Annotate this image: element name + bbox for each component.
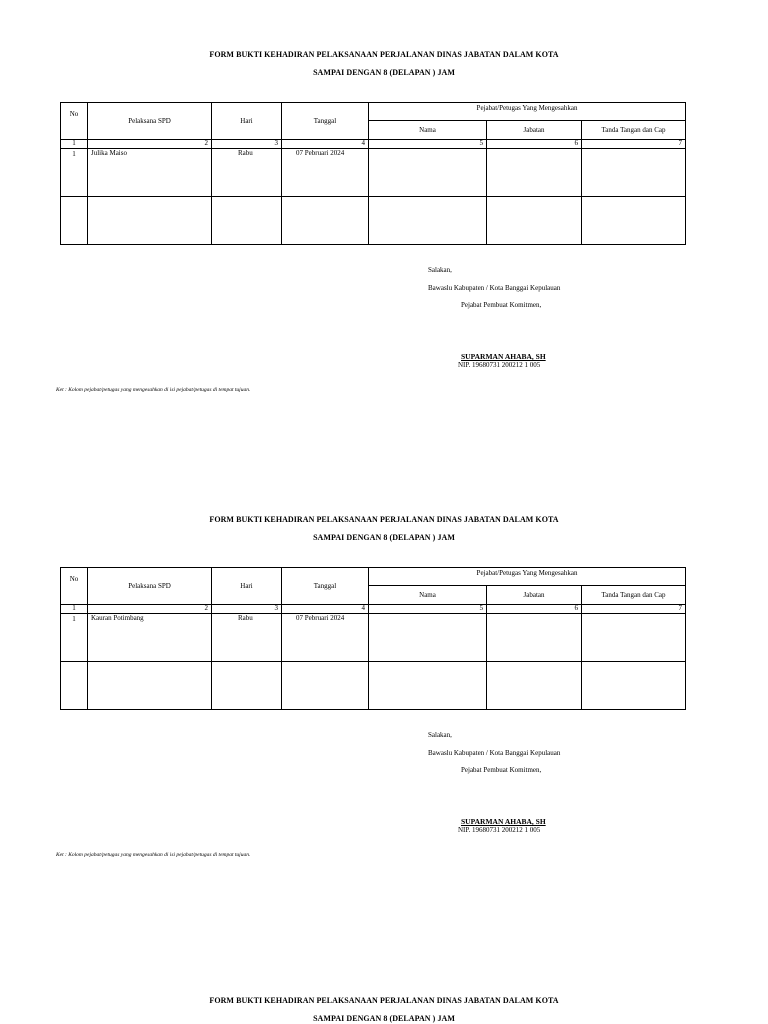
- column-number: 5: [369, 605, 487, 614]
- cell-hari: Rabu: [212, 614, 282, 662]
- cell-no: [61, 662, 88, 710]
- header-pejabat-group: Pejabat/Petugas Yang Mengesahkan: [369, 568, 686, 586]
- header-pelaksana: Pelaksana SPD: [88, 103, 212, 140]
- form-subtitle: SAMPAI DENGAN 8 (DELAPAN ) JAM: [313, 1014, 455, 1023]
- signature-place: Salakan,: [428, 266, 452, 274]
- column-number-row: [61, 140, 686, 149]
- column-number: 5: [369, 140, 487, 149]
- cell-pelaksana: Kauran Potimbang: [88, 614, 212, 662]
- cell-pelaksana: [88, 662, 212, 710]
- table-row: [61, 662, 686, 710]
- cell-jabatan: [487, 149, 582, 197]
- column-number: 2: [88, 140, 212, 149]
- signature-organization: Bawaslu Kabupaten / Kota Banggai Kepulauan: [428, 749, 561, 757]
- header-ttd: Tanda Tangan dan Cap: [582, 586, 686, 605]
- table-header-row: [61, 568, 686, 586]
- signature-role: Pejabat Pembuat Komitmen,: [461, 766, 542, 774]
- cell-ttd: [582, 149, 686, 197]
- header-hari: Hari: [212, 568, 282, 605]
- form-subtitle: SAMPAI DENGAN 8 (DELAPAN ) JAM: [313, 533, 455, 542]
- signatory-nip: NIP. 19680731 200212 1 005: [458, 826, 541, 834]
- table-header-row: [61, 103, 686, 121]
- attendance-table: [60, 102, 686, 245]
- cell-pelaksana: Julika Maiso: [88, 149, 212, 197]
- attendance-form-1: [0, 0, 768, 460]
- signature-organization: Bawaslu Kabupaten / Kota Banggai Kepulauan: [428, 284, 561, 292]
- header-tanggal: Tanggal: [282, 568, 369, 605]
- column-number: 1: [61, 140, 88, 149]
- cell-jabatan: [487, 614, 582, 662]
- cell-tanggal: [282, 662, 369, 710]
- cell-nama: [369, 662, 487, 710]
- cell-hari: [212, 662, 282, 710]
- footnote: Ket : Kolom pejabat/petugas yang mengesahkan di isi pejabat/petugas di tempat tujuan.: [56, 852, 251, 858]
- header-pejabat-group: Pejabat/Petugas Yang Mengesahkan: [369, 103, 686, 121]
- header-tanggal: Tanggal: [282, 103, 369, 140]
- form-title: FORM BUKTI KEHADIRAN PELAKSANAAN PERJALANAN DINAS JABATAN DALAM KOTA: [209, 996, 559, 1005]
- footnote: Ket : Kolom pejabat/petugas yang mengesahkan di isi pejabat/petugas di tempat tujuan.: [56, 387, 251, 393]
- cell-ttd: [582, 197, 686, 245]
- cell-tanggal: [282, 197, 369, 245]
- signatory-nip: NIP. 19680731 200212 1 005: [458, 361, 541, 369]
- table-row: [61, 614, 686, 662]
- cell-no: 1: [61, 614, 88, 662]
- cell-ttd: [582, 662, 686, 710]
- cell-tanggal: 07 Pebruari 2024: [282, 149, 369, 197]
- attendance-table: [60, 567, 686, 710]
- table-row: [61, 149, 686, 197]
- cell-ttd: [582, 614, 686, 662]
- header-hari: Hari: [212, 103, 282, 140]
- signatory-name: SUPARMAN AHABA, SH: [461, 352, 546, 361]
- column-number: 7: [582, 605, 686, 614]
- cell-nama: [369, 197, 487, 245]
- column-number: 2: [88, 605, 212, 614]
- cell-pelaksana: [88, 197, 212, 245]
- cell-nama: [369, 614, 487, 662]
- column-number: 4: [282, 140, 369, 149]
- header-ttd: Tanda Tangan dan Cap: [582, 121, 686, 140]
- header-nama: Nama: [369, 121, 487, 140]
- column-number: 1: [61, 605, 88, 614]
- header-jabatan: Jabatan: [487, 121, 582, 140]
- column-number: 3: [212, 605, 282, 614]
- form-title: FORM BUKTI KEHADIRAN PELAKSANAAN PERJALANAN DINAS JABATAN DALAM KOTA: [209, 515, 559, 524]
- signatory-name: SUPARMAN AHABA, SH: [461, 817, 546, 826]
- column-number: 7: [582, 140, 686, 149]
- signature-place: Salakan,: [428, 731, 452, 739]
- cell-jabatan: [487, 197, 582, 245]
- header-no: No: [61, 103, 88, 140]
- table-row: [61, 197, 686, 245]
- cell-hari: Rabu: [212, 149, 282, 197]
- cell-no: 1: [61, 149, 88, 197]
- cell-jabatan: [487, 662, 582, 710]
- header-nama: Nama: [369, 586, 487, 605]
- form-title: FORM BUKTI KEHADIRAN PELAKSANAAN PERJALANAN DINAS JABATAN DALAM KOTA: [209, 50, 559, 59]
- header-no: No: [61, 568, 88, 605]
- column-number: 4: [282, 605, 369, 614]
- column-number: 6: [487, 605, 582, 614]
- cell-hari: [212, 197, 282, 245]
- column-number: 3: [212, 140, 282, 149]
- cell-tanggal: 07 Pebruari 2024: [282, 614, 369, 662]
- signature-role: Pejabat Pembuat Komitmen,: [461, 301, 542, 309]
- column-number-row: [61, 605, 686, 614]
- header-jabatan: Jabatan: [487, 586, 582, 605]
- column-number: 6: [487, 140, 582, 149]
- attendance-form-3: [0, 946, 768, 1024]
- cell-no: [61, 197, 88, 245]
- attendance-form-2: [0, 465, 768, 925]
- cell-nama: [369, 149, 487, 197]
- header-pelaksana: Pelaksana SPD: [88, 568, 212, 605]
- form-subtitle: SAMPAI DENGAN 8 (DELAPAN ) JAM: [313, 68, 455, 77]
